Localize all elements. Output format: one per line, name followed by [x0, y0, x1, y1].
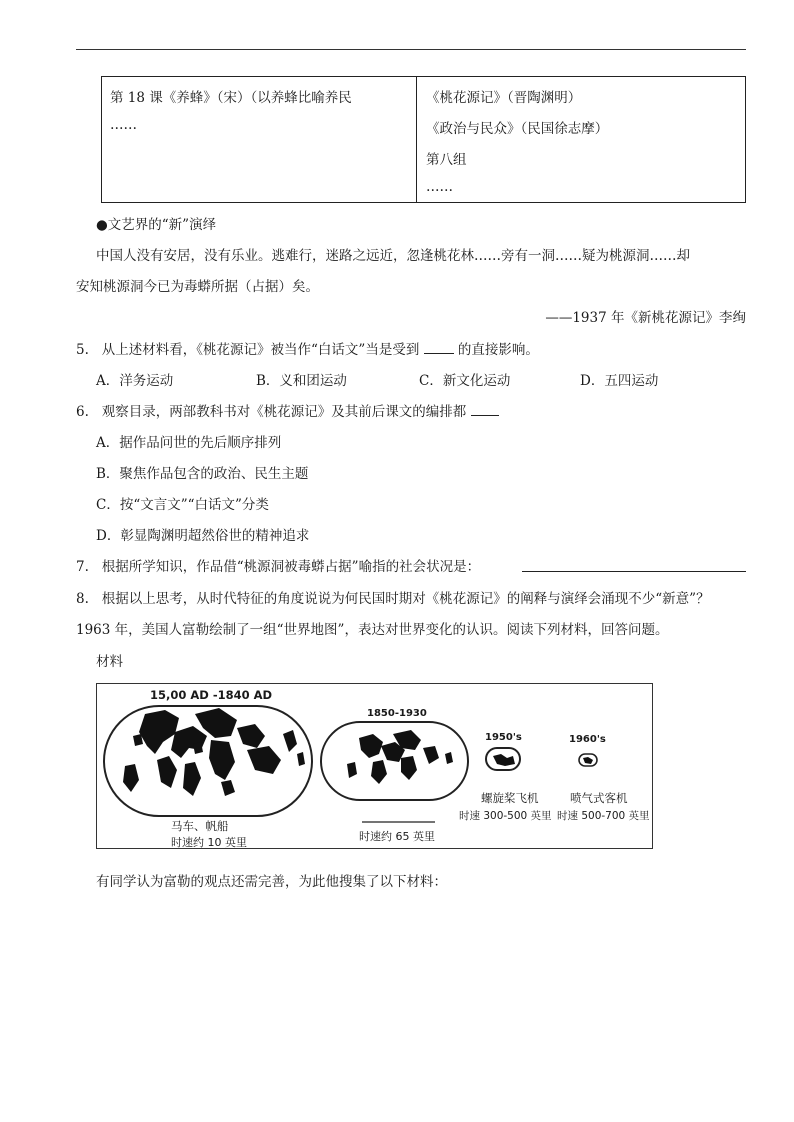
world-map-blobs-4	[583, 757, 593, 764]
era4-label: 1960's	[569, 734, 606, 745]
era1-transport: 马车、帆船	[171, 819, 229, 833]
question-number: 7.	[76, 559, 89, 575]
question-5	[76, 338, 539, 358]
answer-blank[interactable]	[424, 353, 454, 354]
q6-option-a[interactable]: A．据作品问世的先后顺序排列	[96, 435, 282, 451]
era1-label: 15,00 AD -1840 AD	[150, 688, 273, 702]
passage-attribution: ——1937 年《新桃花源记》李绚	[545, 310, 746, 326]
era3-label: 1950's	[485, 732, 522, 743]
table-cell-left-1: 第 18 课《养蜂》（宋）（以养蜂比喻养民	[110, 90, 352, 106]
q5-option-d[interactable]: D．五四运动	[580, 373, 659, 389]
question-number: 6.	[76, 404, 89, 420]
table-cell-right-1: 《桃花源记》（晋陶渊明）	[426, 90, 582, 106]
q5-option-b[interactable]: B．义和团运动	[256, 373, 347, 389]
world-map-blobs-2	[347, 730, 453, 784]
world-map-blobs-3	[493, 754, 515, 766]
passage-line-2: 安知桃源洞今已为毒蟒所据（占据）矣。	[76, 279, 319, 295]
section-heading: ●文艺界的“新”演绎	[96, 217, 217, 233]
era4-speed: 时速 500-700 英里	[557, 810, 650, 822]
intro-1963: 1963 年，美国人富勒绘制了一组“世界地图”，表达对世界变化的认识。阅读下列材料，回答问题。	[76, 622, 669, 638]
question-7	[76, 555, 480, 575]
era4-transport: 喷气式客机	[570, 791, 628, 805]
answer-blank[interactable]	[471, 415, 499, 416]
question-6	[76, 400, 499, 420]
question-text: 从上述材料看，《桃花源记》被当作“白话文”当是受到	[101, 342, 420, 358]
era3-speed: 时速 300-500 英里	[459, 810, 552, 822]
q6-option-b[interactable]: B．聚焦作品包含的政治、民生主题	[96, 466, 309, 482]
question-number: 8.	[76, 591, 89, 607]
question-text: 根据所学知识，作品借“桃源洞被毒蟒占据”喻指的社会状况是：	[101, 559, 481, 575]
table-cell-right-3: 第八组	[426, 152, 467, 168]
closing-line: 有同学认为富勒的观点还需完善，为此他搜集了以下材料：	[96, 874, 447, 890]
q6-option-d[interactable]: D．彰显陶渊明超然俗世的精神追求	[96, 528, 310, 544]
question-number: 5.	[76, 342, 89, 358]
table-cell-left-2: ……	[110, 117, 137, 133]
question-text: 观察目录，两部教科书对《桃花源记》及其前后课文的编排都	[101, 404, 467, 420]
era2-speed: 时速约 65 英里	[359, 830, 435, 843]
q5-option-a[interactable]: A．洋务运动	[96, 373, 174, 389]
passage-line-1: 中国人没有安居，没有乐业。逃难行，迷路之远近，忽逢桃花林……旁有一洞……疑为桃源洞……却	[96, 248, 690, 264]
q5-option-c[interactable]: C．新文化运动	[419, 373, 511, 389]
header-rule	[76, 49, 746, 50]
era2-label: 1850-1930	[367, 708, 427, 719]
world-map-blobs-1	[123, 708, 305, 796]
fuller-world-maps-figure	[96, 683, 653, 849]
table-cell-right-4: ……	[426, 179, 453, 195]
era3-transport: 螺旋桨飞机	[481, 791, 539, 805]
question-8	[76, 587, 710, 607]
question-text: 根据以上思考，从时代特征的角度说说为何民国时期对《桃花源记》的阐释与演绎会涌现不少“新意”？	[101, 591, 710, 607]
question-text-after: 的直接影响。	[457, 342, 539, 358]
q7-answer-blank[interactable]	[522, 555, 746, 572]
table-divider	[416, 76, 417, 203]
q6-option-c[interactable]: C．按“文言文”“白话文”分类	[96, 497, 269, 513]
era1-speed: 时速约 10 英里	[171, 836, 247, 849]
table-cell-right-2: 《政治与民众》（民国徐志摩）	[426, 121, 609, 137]
material-label: 材料	[96, 654, 123, 670]
